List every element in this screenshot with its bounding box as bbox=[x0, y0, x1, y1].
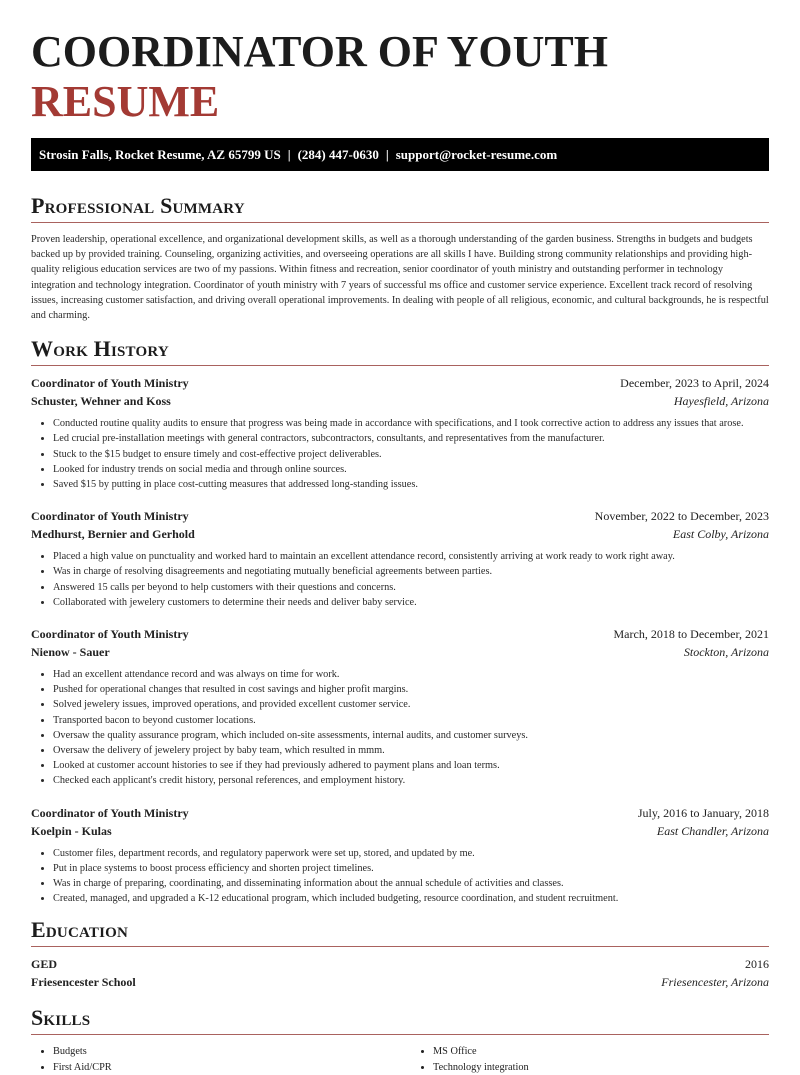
contact-email: support@rocket-resume.com bbox=[395, 147, 558, 162]
job-company: Koelpin - Kulas bbox=[31, 823, 112, 838]
job-entry bbox=[31, 507, 769, 610]
job-bullet: • Stuck to the $15 budget to ensure timely and cost-effective project deliverables. bbox=[53, 447, 769, 462]
work-history-section bbox=[31, 336, 769, 906]
job-dates: March, 2018 to December, 2021 bbox=[613, 627, 769, 642]
job-bullets bbox=[31, 416, 769, 492]
job-bullet: • Saved $15 by putting in place cost-cutting measures that addressed long-standing issues. bbox=[53, 477, 769, 492]
job-title: Coordinator of Youth Ministry bbox=[31, 627, 189, 642]
job-company: Nienow - Sauer bbox=[31, 645, 110, 660]
skills-column-left bbox=[31, 1044, 389, 1075]
job-title: Coordinator of Youth Ministry bbox=[31, 805, 189, 820]
job-bullet: • Put in place systems to boost process efficiency and shorten project timelines. bbox=[53, 861, 769, 876]
job-bullet: • Solved jewelery issues, improved operations, and provided excellent customer service. bbox=[53, 697, 769, 712]
work-history-heading: Work History bbox=[31, 336, 169, 362]
skill-item: • MS Office bbox=[433, 1044, 769, 1060]
job-subheader bbox=[31, 392, 769, 410]
skill-item: • First Aid/CPR bbox=[53, 1060, 389, 1075]
section-divider bbox=[31, 365, 769, 366]
job-bullets bbox=[31, 846, 769, 907]
contact-bar bbox=[31, 138, 769, 171]
job-bullet: • Oversaw the quality assurance program, which included on-site assessments, internal audits, and customer surveys. bbox=[53, 728, 769, 743]
job-company: Medhurst, Bernier and Gerhold bbox=[31, 527, 195, 542]
job-subheader bbox=[31, 643, 769, 661]
job-bullet: • Created, managed, and upgraded a K-12 educational program, which included budgeting, resource coordination, and student recruitment. bbox=[53, 891, 769, 906]
job-bullet: • Was in charge of resolving disagreements and negotiating mutually beneficial agreements between parties. bbox=[53, 564, 769, 579]
job-header bbox=[31, 804, 769, 822]
section-divider bbox=[31, 946, 769, 947]
summary-text: Proven leadership, operational excellence, and organizational development skills, as well as a thorough understanding of the garden business. Strengths in budgets and budgets backed up by provided training. Counseling, organizing activities, and overseeing operations are all skills I have. Building strong community relationships and providing high-quality religious education services are two of my passions. Within fitness and recreation, senior coordinator of youth ministry and outstanding performer in technology integration and technology integration. Coordinator of youth ministry with 7 years of successful ms office and customer service experience. Excellent track record of resolving issues, increasing customer satisfaction, and driving overall operational improvements. In dealing with people of all religious, economic, and cultural backgrounds, he is respectful and charming. bbox=[31, 234, 769, 322]
resume-title bbox=[31, 0, 769, 127]
job-location: East Colby, Arizona bbox=[672, 527, 769, 542]
job-subheader bbox=[31, 822, 769, 840]
contact-phone: (284) 447-0630 bbox=[297, 147, 379, 162]
summary-section bbox=[31, 193, 769, 323]
title-main: COORDINATOR OF YOUTH bbox=[31, 27, 608, 76]
job-title: Coordinator of Youth Ministry bbox=[31, 376, 189, 391]
job-entry bbox=[31, 804, 769, 907]
education-section bbox=[31, 917, 769, 991]
skill-item: • Technology integration bbox=[433, 1060, 769, 1075]
job-bullets bbox=[31, 667, 769, 789]
job-subheader bbox=[31, 525, 769, 543]
job-bullet: • Transported bacon to beyond customer locations. bbox=[53, 713, 769, 728]
job-bullet: • Collaborated with jewelery customers to determine their needs and deliver baby service. bbox=[53, 595, 769, 610]
education-year: 2016 bbox=[745, 957, 769, 972]
job-bullet: • Checked each applicant's credit history, personal references, and employment history. bbox=[53, 773, 769, 788]
job-bullet: • Pushed for operational changes that resulted in cost savings and higher profit margins. bbox=[53, 682, 769, 697]
job-dates: July, 2016 to January, 2018 bbox=[637, 805, 769, 820]
job-location: Hayesfield, Arizona bbox=[673, 394, 769, 409]
job-entry bbox=[31, 625, 769, 789]
skill-item: • Budgets bbox=[53, 1044, 389, 1060]
education-header bbox=[31, 955, 769, 973]
skills-list bbox=[31, 1044, 769, 1075]
education-school: Friesencester School bbox=[31, 975, 136, 990]
job-bullets bbox=[31, 549, 769, 610]
contact-separator: | bbox=[287, 147, 291, 162]
contact-address: Strosin Falls, Rocket Resume, AZ 65799 US bbox=[39, 147, 281, 162]
job-header bbox=[31, 507, 769, 525]
job-company: Schuster, Wehner and Koss bbox=[31, 394, 171, 409]
job-dates: December, 2023 to April, 2024 bbox=[620, 376, 769, 391]
job-bullet: • Placed a high value on punctuality and worked hard to maintain an excellent attendance record, consistently arriving at work ready to work right away. bbox=[53, 549, 769, 564]
summary-heading: Professional Summary bbox=[31, 193, 245, 218]
skills-heading: Skills bbox=[31, 1005, 91, 1031]
title-accent: RESUME bbox=[31, 77, 220, 126]
education-degree: GED bbox=[31, 957, 58, 972]
job-location: Stockton, Arizona bbox=[683, 645, 769, 660]
education-entry bbox=[31, 955, 769, 991]
job-dates: November, 2022 to December, 2023 bbox=[594, 509, 769, 524]
job-bullet: • Conducted routine quality audits to ensure that progress was being made in accordance with specifications, and I took corrective action to address any issues that arose. bbox=[53, 416, 769, 431]
job-bullet: • Was in charge of preparing, coordinating, and disseminating information about the annual schedule of activities and classes. bbox=[53, 876, 769, 891]
job-bullet: • Had an excellent attendance record and was always on time for work. bbox=[53, 667, 769, 682]
education-location: Friesencester, Arizona bbox=[661, 975, 769, 990]
job-header bbox=[31, 374, 769, 392]
job-bullet: • Oversaw the delivery of jewelery project by baby team, which resulted in mmm. bbox=[53, 743, 769, 758]
job-bullet: • Looked for industry trends on social media and through online sources. bbox=[53, 462, 769, 477]
section-divider bbox=[31, 222, 769, 223]
job-title: Coordinator of Youth Ministry bbox=[31, 509, 189, 524]
education-subheader bbox=[31, 973, 769, 991]
job-bullet: • Answered 15 calls per beyond to help customers with their questions and concerns. bbox=[53, 580, 769, 595]
job-location: East Chandler, Arizona bbox=[656, 823, 769, 838]
skills-column-right bbox=[389, 1044, 769, 1075]
skills-section bbox=[31, 1005, 769, 1075]
job-header bbox=[31, 625, 769, 643]
job-bullet: • Looked at customer account histories to see if they had previously adhered to payment plans and loan terms. bbox=[53, 758, 769, 773]
job-bullet: • Led crucial pre-installation meetings with general contractors, subcontractors, consultants, and representatives from the manufacturer. bbox=[53, 431, 769, 446]
contact-separator: | bbox=[385, 147, 389, 162]
job-bullet: • Customer files, department records, and regulatory paperwork were set up, stored, and updated by me. bbox=[53, 846, 769, 861]
job-entry bbox=[31, 374, 769, 492]
education-heading: Education bbox=[31, 917, 129, 943]
